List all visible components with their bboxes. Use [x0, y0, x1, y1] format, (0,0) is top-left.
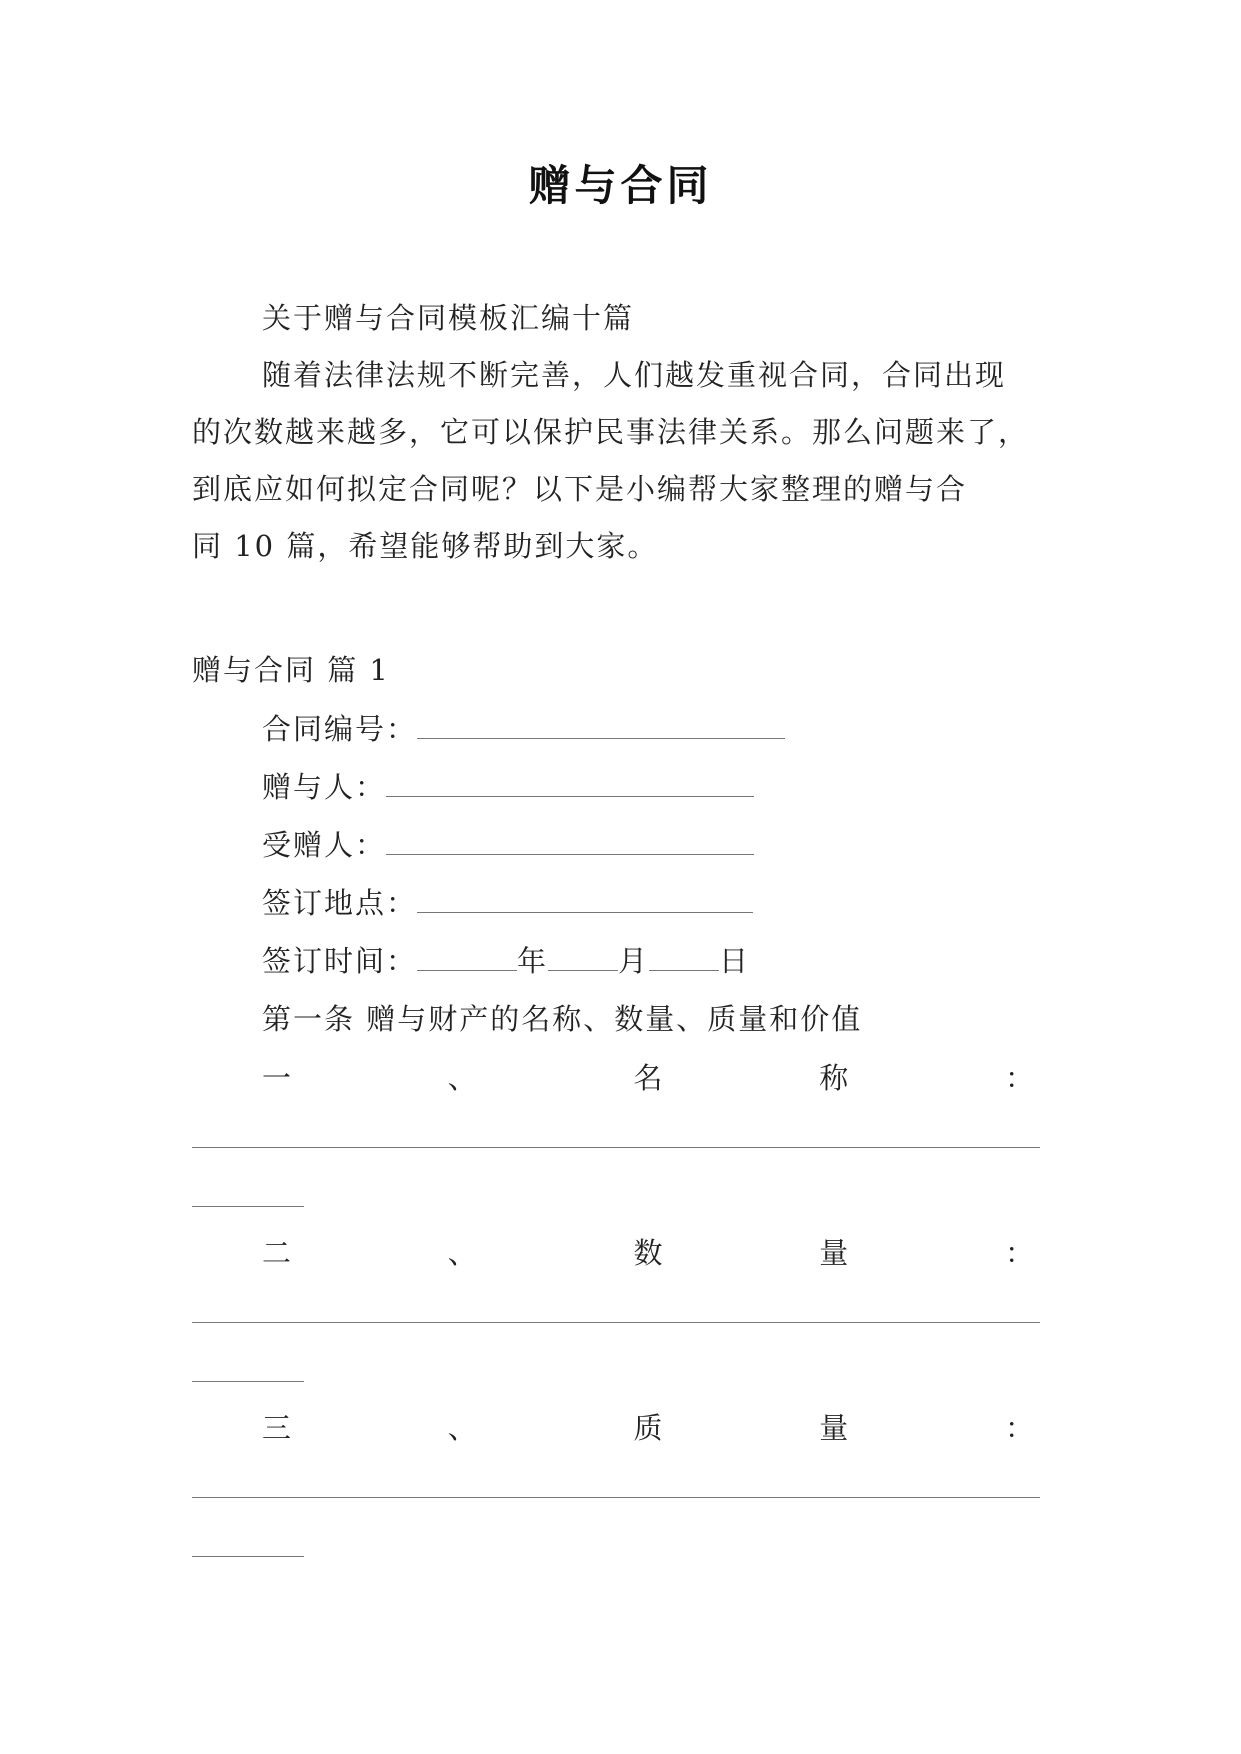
article-1-heading: 第一条 赠与财产的名称、数量、质量和价值 — [262, 1002, 863, 1036]
item-name-row — [262, 1058, 1034, 1098]
item-colon: ： — [1004, 1061, 1034, 1095]
intro-line-3: 到底应如何拟定合同呢？以下是小编帮大家整理的赠与合 — [192, 472, 968, 506]
donor-blank — [386, 772, 754, 797]
signing-place-label: 签订地点： — [262, 886, 418, 920]
contract-number-label: 合同编号： — [262, 712, 418, 746]
quantity-fill-line-end — [192, 1381, 304, 1382]
quality-fill-line — [192, 1497, 1040, 1498]
item-separator: 、 — [447, 1411, 477, 1445]
item-quantity-row — [262, 1233, 1034, 1273]
year-blank — [417, 946, 517, 971]
name-fill-line — [192, 1147, 1040, 1148]
item-label-char: 称 — [819, 1061, 849, 1095]
donee-row — [262, 825, 754, 865]
item-number: 一 — [262, 1061, 292, 1095]
signing-place-blank — [417, 888, 753, 913]
item-label-char: 量 — [819, 1236, 849, 1270]
quality-fill-line-end — [192, 1556, 304, 1557]
item-colon: ： — [1004, 1236, 1034, 1270]
intro-line-4: 同 10 篇，希望能够帮助到大家。 — [192, 529, 659, 563]
intro-line-1: 随着法律法规不断完善，人们越发重视合同，合同出现 — [262, 358, 1007, 392]
donor-label: 赠与人： — [262, 770, 387, 804]
item-separator: 、 — [447, 1236, 477, 1270]
item-number: 三 — [262, 1411, 292, 1445]
item-label-char: 量 — [819, 1411, 849, 1445]
signing-time-row — [262, 941, 750, 981]
quantity-fill-line — [192, 1322, 1040, 1323]
item-label-char: 数 — [633, 1236, 663, 1270]
document-title: 赠与合同 — [528, 161, 713, 210]
donee-blank — [386, 830, 754, 855]
contract-number-blank — [417, 714, 785, 739]
intro-subtitle: 关于赠与合同模板汇编十篇 — [262, 301, 635, 335]
intro-line-2: 的次数越来越多，它可以保护民事法律关系。那么问题来了， — [192, 415, 1030, 449]
month-label: 月 — [618, 944, 650, 978]
contract-number-row — [262, 709, 785, 749]
year-label: 年 — [517, 944, 549, 978]
day-blank — [649, 946, 719, 971]
name-fill-line-end — [192, 1206, 304, 1207]
day-label: 日 — [719, 944, 751, 978]
signing-place-row — [262, 883, 753, 923]
item-number: 二 — [262, 1236, 292, 1270]
item-quality-row — [262, 1408, 1034, 1448]
signing-time-label: 签订时间： — [262, 944, 418, 978]
item-label-char: 名 — [633, 1061, 663, 1095]
item-colon: ： — [1004, 1411, 1034, 1445]
item-separator: 、 — [447, 1061, 477, 1095]
item-label-char: 质 — [633, 1411, 663, 1445]
section-heading: 赠与合同 篇 1 — [192, 653, 390, 687]
month-blank — [548, 946, 618, 971]
donor-row — [262, 767, 754, 807]
donee-label: 受赠人： — [262, 828, 387, 862]
